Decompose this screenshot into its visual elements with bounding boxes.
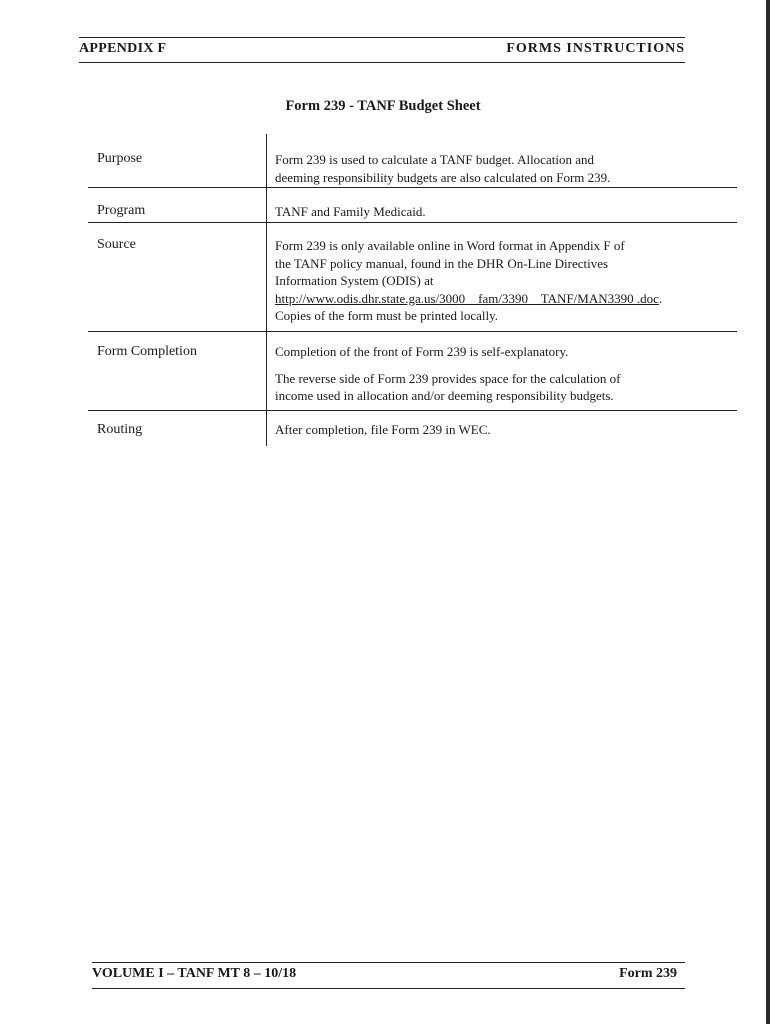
row-content-routing: After completion, file Form 239 in WEC.: [275, 422, 491, 437]
row-label-form-completion: Form Completion: [97, 344, 197, 359]
row-label-routing: Routing: [97, 422, 143, 437]
row-content-program: TANF and Family Medicaid.: [275, 204, 426, 219]
row-content-source: Form 239 is only available online in Word format in Appendix F of the TANF policy manual, found in the DHR On-Line Directives Information System (ODIS) at http://www.odis.dhr.state.ga.us/3000 fam/3390 TANF/MAN3390 .doc. Copies of the form must be printed locally.: [275, 238, 663, 323]
odis-link[interactable]: http://www.odis.dhr.state.ga.us/3000 fam/3390 TANF/MAN3390 .doc: [275, 290, 659, 306]
header-appendix: APPENDIX F: [79, 41, 167, 56]
page-edge: [766, 0, 770, 1024]
page-header: [79, 37, 685, 63]
footer-form: Form 239: [619, 966, 677, 981]
row-content-form-completion: Completion of the front of Form 239 is self-explanatory. The reverse side of Form 239 provides space for the calculation of income used in allocation and/or deeming responsibility budgets.: [275, 344, 621, 403]
row-content-purpose: Form 239 is used to calculate a TANF budget. Allocation and deeming responsibility budgets are also calculated on Form 239.: [275, 152, 611, 185]
row-divider: [88, 187, 737, 188]
row-divider: [88, 222, 737, 223]
page-footer: [92, 962, 685, 989]
page-title: Form 239 - TANF Budget Sheet: [285, 98, 481, 114]
footer-volume: VOLUME I – TANF MT 8 – 10/18: [92, 966, 297, 981]
header-section: FORMS INSTRUCTIONS: [506, 41, 685, 56]
row-label-source: Source: [97, 237, 136, 252]
row-divider: [88, 331, 737, 332]
row-divider: [88, 410, 737, 411]
row-label-program: Program: [97, 203, 146, 218]
row-label-purpose: Purpose: [97, 151, 143, 166]
table-column-divider: [266, 134, 267, 446]
